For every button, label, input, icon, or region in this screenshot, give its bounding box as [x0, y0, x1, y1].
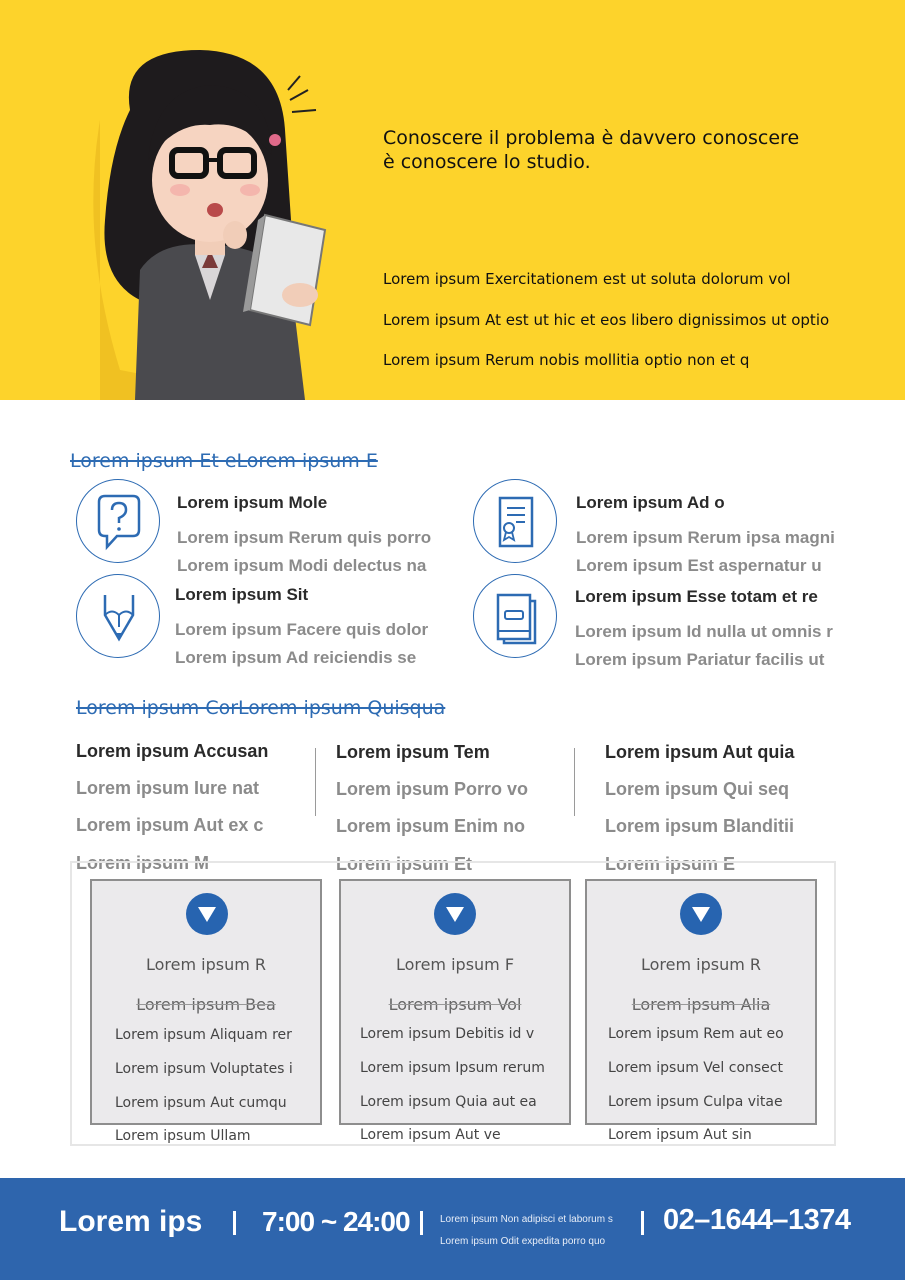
question-bubble-icon	[76, 479, 160, 563]
section-title: Lorem ipsum Et eLorem ipsum E	[70, 450, 378, 472]
triangle-down-icon	[680, 893, 722, 935]
column-item: Lorem ipsum M	[76, 853, 210, 873]
section-title: Lorem ipsum CorLorem ipsum Quisqua	[76, 697, 446, 719]
card-line: Lorem ipsum Vel consect	[608, 1060, 783, 1076]
hero-text-line: Lorem ipsum At est ut hic et eos libero dignissimos ut optio	[383, 311, 830, 329]
feature-line: Lorem ipsum Facere quis dolor	[175, 620, 429, 639]
feature-line: Lorem ipsum Id nulla ut omnis r	[575, 622, 833, 641]
hero-banner	[0, 0, 905, 400]
footer-note: Lorem ipsum Odit expedita porro quo	[440, 1236, 606, 1247]
pencil-tip-icon	[76, 574, 160, 658]
card-line: Lorem ipsum Ullam	[115, 1128, 251, 1144]
card-title: Lorem ipsum F	[395, 955, 515, 974]
card-line: Lorem ipsum Rem aut eo	[608, 1026, 784, 1042]
column-item: Lorem ipsum Enim no	[336, 816, 526, 836]
feature-heading: Lorem ipsum Sit	[175, 585, 309, 604]
opening-hours: 7:00 ~ 24:00	[262, 1206, 410, 1237]
hero-headline-line2: è conoscere lo studio.	[383, 151, 591, 173]
column-divider	[574, 748, 575, 816]
card-subtitle: Lorem ipsum Alia	[631, 995, 771, 1014]
card-line: Lorem ipsum Aut sin	[608, 1127, 752, 1143]
column-divider	[315, 748, 316, 816]
student-illustration	[60, 40, 360, 400]
column-item: Lorem ipsum E	[605, 854, 736, 874]
phone-number[interactable]: 02–1644–1374	[663, 1204, 851, 1236]
footer-divider	[641, 1211, 644, 1235]
footer-brand: Lorem ips	[59, 1205, 203, 1238]
card-subtitle: Lorem ipsum Vol	[388, 995, 522, 1014]
feature-heading: Lorem ipsum Esse totam et re	[575, 587, 818, 606]
feature-line: Lorem ipsum Ad reiciendis se	[175, 648, 417, 667]
footer-divider	[233, 1211, 236, 1235]
card-line: Lorem ipsum Aut ve	[360, 1127, 501, 1143]
card-line: Lorem ipsum Aut cumqu	[115, 1095, 287, 1111]
footer-divider	[420, 1211, 423, 1235]
expand-button[interactable]	[434, 893, 476, 935]
column-item: Lorem ipsum Qui seq	[605, 779, 790, 799]
feature-heading: Lorem ipsum Mole	[177, 493, 328, 512]
column-heading: Lorem ipsum Accusan	[76, 741, 269, 761]
card-line: Lorem ipsum Quia aut ea	[360, 1094, 537, 1110]
expand-button[interactable]	[186, 893, 228, 935]
feature-line: Lorem ipsum Modi delectus na	[177, 556, 427, 575]
column-item: Lorem ipsum Porro vo	[336, 779, 529, 799]
card-title: Lorem ipsum R	[640, 955, 762, 974]
column-item: Lorem ipsum Blanditii	[605, 816, 795, 836]
feature-line: Lorem ipsum Est aspernatur u	[576, 556, 822, 575]
certificate-icon	[473, 479, 557, 563]
column-item: Lorem ipsum Iure nat	[76, 778, 260, 798]
expand-button[interactable]	[680, 893, 722, 935]
card-subtitle: Lorem ipsum Bea	[136, 995, 276, 1014]
hero-text-line: Lorem ipsum Exercitationem est ut soluta dolorum vol	[383, 270, 791, 288]
column-heading: Lorem ipsum Aut quia	[605, 742, 795, 762]
book-icon	[473, 574, 557, 658]
feature-line: Lorem ipsum Pariatur facilis ut	[575, 650, 825, 669]
triangle-down-icon	[434, 893, 476, 935]
column-item: Lorem ipsum Et	[336, 854, 473, 874]
card-line: Lorem ipsum Ipsum rerum	[360, 1060, 545, 1076]
footer-bar	[0, 1178, 905, 1280]
card-line: Lorem ipsum Culpa vitae	[608, 1094, 783, 1110]
feature-line: Lorem ipsum Rerum quis porro	[177, 528, 432, 547]
feature-line: Lorem ipsum Rerum ipsa magni	[576, 528, 835, 547]
hero-headline	[383, 126, 799, 174]
hero-text-line: Lorem ipsum Rerum nobis mollitia optio non et q	[383, 351, 750, 369]
card-line: Lorem ipsum Aliquam rer	[115, 1027, 292, 1043]
card-line: Lorem ipsum Debitis id v	[360, 1026, 535, 1042]
column-item: Lorem ipsum Aut ex c	[76, 815, 264, 835]
hero-headline-line1: Conoscere il problema è davvero conoscere	[383, 127, 800, 149]
footer-note: Lorem ipsum Non adipisci et laborum s	[440, 1214, 613, 1225]
card-line: Lorem ipsum Voluptates i	[115, 1061, 293, 1077]
column-heading: Lorem ipsum Tem	[336, 742, 490, 762]
feature-heading: Lorem ipsum Ad o	[576, 493, 725, 512]
triangle-down-icon	[186, 893, 228, 935]
card-title: Lorem ipsum R	[145, 955, 267, 974]
